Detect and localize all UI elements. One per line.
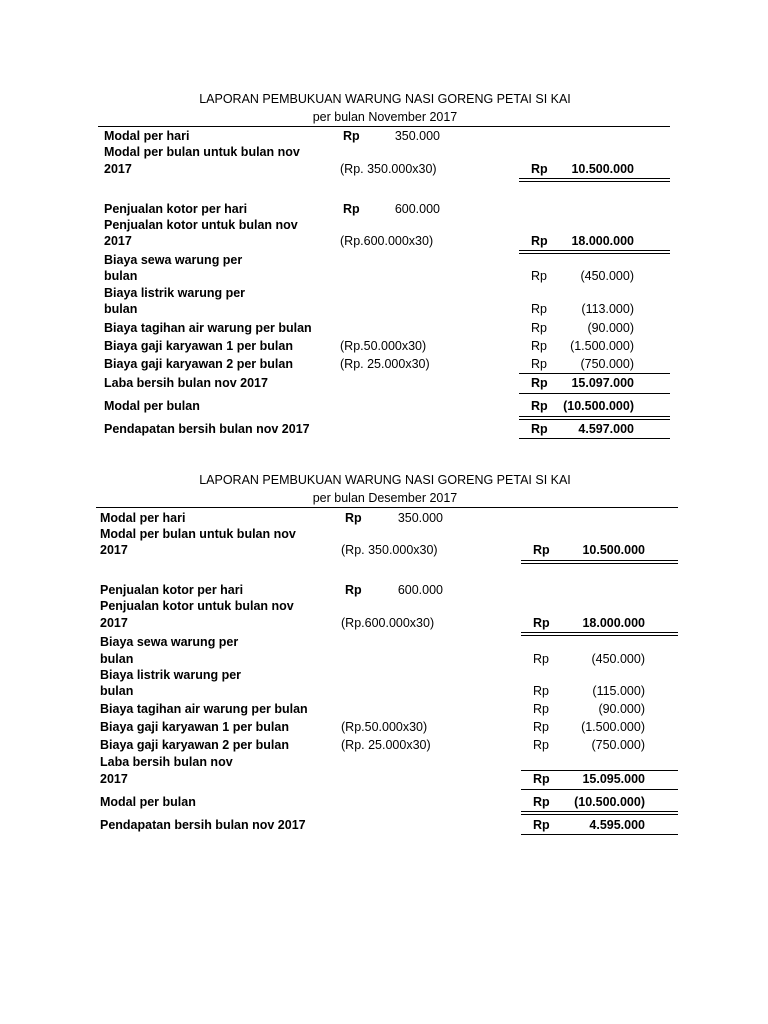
total-rule [521, 632, 678, 633]
row-label-cont: bulan [104, 269, 138, 283]
row-label: Modal per bulan untuk bulan nov [100, 527, 296, 541]
currency-label: Rp [533, 738, 549, 752]
row-label: Pendapatan bersih bulan nov 2017 [100, 818, 306, 832]
row-label: Penjualan kotor untuk bulan nov [100, 599, 294, 613]
calc-formula: (Rp. 25.000x30) [340, 357, 430, 371]
header-rule [96, 507, 678, 508]
row-value: 18.000.000 [582, 616, 645, 630]
currency-label: Rp [345, 583, 362, 597]
currency-label: Rp [531, 357, 547, 371]
total-rule [519, 178, 670, 179]
currency-label: Rp [533, 795, 550, 809]
currency-label: Rp [531, 321, 547, 335]
row-label: Biaya gaji karyawan 2 per bulan [100, 738, 289, 752]
currency-label: Rp [531, 234, 548, 248]
row-label: Penjualan kotor per hari [100, 583, 244, 597]
subtotal-rule [521, 789, 678, 790]
row-value: 15.095.000 [582, 772, 645, 786]
row-label: Modal per bulan untuk bulan nov [104, 145, 300, 159]
report-period: per bulan Desember 2017 [312, 491, 458, 505]
row-value: (450.000) [580, 269, 634, 283]
row-label: Modal per bulan [100, 795, 196, 809]
currency-label: Rp [343, 129, 360, 143]
row-value: (10.500.000) [563, 399, 634, 413]
currency-label: Rp [533, 702, 549, 716]
row-label: Penjualan kotor per hari [104, 202, 248, 216]
row-value: (1.500.000) [570, 339, 634, 353]
row-label-cont: 2017 [100, 543, 128, 557]
subtotal-rule [519, 373, 670, 374]
currency-label: Rp [533, 684, 549, 698]
currency-label: Rp [533, 616, 550, 630]
row-value: (90.000) [598, 702, 645, 716]
total-rule [519, 416, 670, 417]
calc-formula: (Rp. 350.000x30) [341, 543, 438, 557]
row-label-cont: bulan [100, 684, 134, 698]
row-value: 350.000 [397, 511, 443, 525]
currency-label: Rp [531, 399, 548, 413]
row-value: 10.500.000 [582, 543, 645, 557]
row-label-cont: bulan [100, 652, 134, 666]
row-label: Laba bersih bulan nov 2017 [104, 376, 268, 390]
final-rule [519, 438, 670, 439]
currency-label: Rp [343, 202, 360, 216]
row-label: Modal per bulan [104, 399, 200, 413]
row-value: 600.000 [394, 202, 440, 216]
currency-label: Rp [533, 818, 550, 832]
total-rule [521, 811, 678, 812]
row-value: 10.500.000 [571, 162, 634, 176]
total-rule [519, 419, 670, 420]
row-value: (450.000) [591, 652, 645, 666]
row-value: 600.000 [397, 583, 443, 597]
row-label: Biaya tagihan air warung per bulan [104, 321, 312, 335]
currency-label: Rp [531, 422, 548, 436]
row-value: (90.000) [587, 321, 634, 335]
currency-label: Rp [345, 511, 362, 525]
row-label: Laba bersih bulan nov [100, 755, 233, 769]
row-label: Penjualan kotor untuk bulan nov [104, 218, 298, 232]
report-title: LAPORAN PEMBUKUAN WARUNG NASI GORENG PETAI SI KAI [199, 92, 571, 106]
currency-label: Rp [533, 720, 549, 734]
currency-label: Rp [531, 339, 547, 353]
row-label: Modal per hari [100, 511, 186, 525]
report-title: LAPORAN PEMBUKUAN WARUNG NASI GORENG PETAI SI KAI [199, 473, 571, 487]
calc-formula: (Rp.50.000x30) [340, 339, 427, 353]
row-label-cont: 2017 [100, 616, 128, 630]
total-rule [521, 814, 678, 815]
report-period: per bulan November 2017 [312, 110, 458, 124]
row-label-cont: 2017 [104, 162, 132, 176]
total-rule [519, 181, 670, 182]
row-label: Biaya gaji karyawan 2 per bulan [104, 357, 293, 371]
row-value: (113.000) [581, 302, 634, 316]
row-label-cont: 2017 [104, 234, 132, 248]
final-rule [521, 834, 678, 835]
row-label: Biaya gaji karyawan 1 per bulan [100, 720, 289, 734]
calc-formula: (Rp.600.000x30) [341, 616, 435, 630]
currency-label: Rp [531, 269, 547, 283]
total-rule [519, 250, 670, 251]
total-rule [521, 560, 678, 561]
row-label: Pendapatan bersih bulan nov 2017 [104, 422, 310, 436]
row-value: 15.097.000 [571, 376, 634, 390]
row-value: 4.595.000 [589, 818, 645, 832]
row-value: (750.000) [580, 357, 634, 371]
row-value: 4.597.000 [578, 422, 634, 436]
calc-formula: (Rp. 25.000x30) [341, 738, 431, 752]
calc-formula: (Rp. 350.000x30) [340, 162, 437, 176]
currency-label: Rp [531, 162, 548, 176]
row-value: (115.000) [592, 684, 645, 698]
row-label: Biaya listrik warung per [100, 668, 242, 682]
calc-formula: (Rp.50.000x30) [341, 720, 428, 734]
currency-label: Rp [531, 376, 548, 390]
row-label: Biaya tagihan air warung per bulan [100, 702, 308, 716]
currency-label: Rp [533, 652, 549, 666]
total-rule [519, 253, 670, 254]
total-rule [521, 635, 678, 636]
row-label: Modal per hari [104, 129, 190, 143]
row-value: 350.000 [394, 129, 440, 143]
row-value: (1.500.000) [581, 720, 645, 734]
row-value: (10.500.000) [574, 795, 645, 809]
row-value: (750.000) [591, 738, 645, 752]
row-value: 18.000.000 [571, 234, 634, 248]
row-label-cont: bulan [104, 302, 138, 316]
calc-formula: (Rp.600.000x30) [340, 234, 434, 248]
currency-label: Rp [531, 302, 547, 316]
currency-label: Rp [533, 543, 550, 557]
row-label: Biaya gaji karyawan 1 per bulan [104, 339, 293, 353]
subtotal-rule [519, 393, 670, 394]
currency-label: Rp [533, 772, 550, 786]
row-label: Biaya sewa warung per [100, 635, 239, 649]
row-label: Biaya sewa warung per [104, 253, 243, 267]
header-rule [98, 126, 670, 127]
row-label: Biaya listrik warung per [104, 286, 246, 300]
row-label-cont: 2017 [100, 772, 128, 786]
total-rule [521, 563, 678, 564]
